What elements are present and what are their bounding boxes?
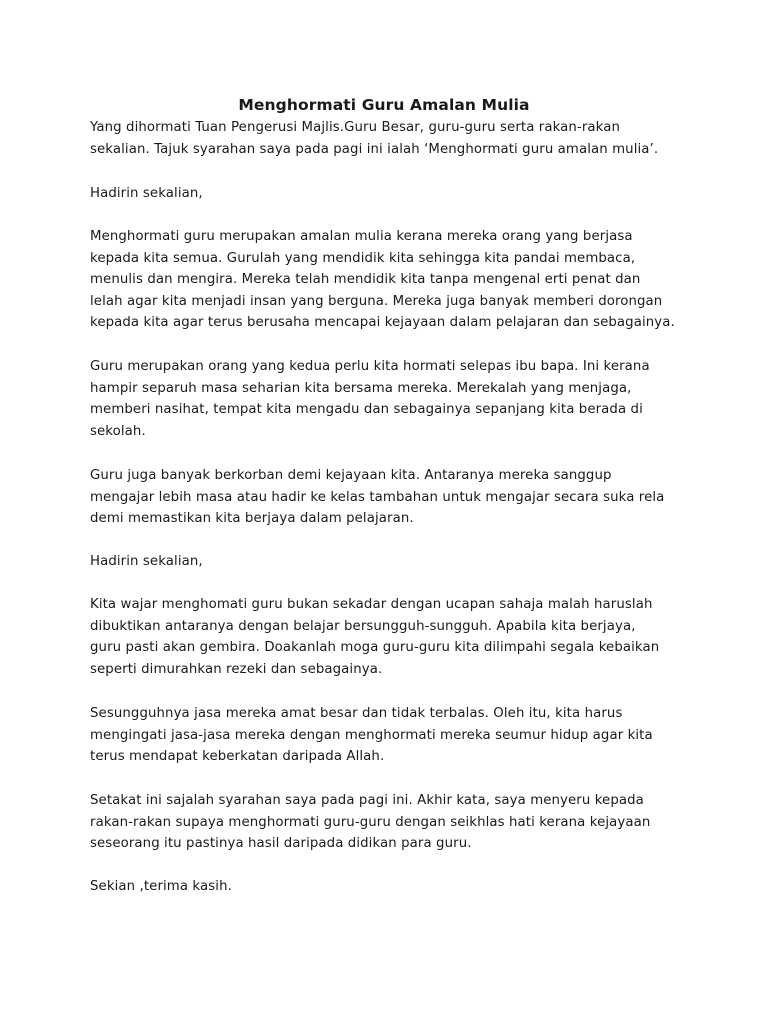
paragraph-signoff: Sekian ,terima kasih. (90, 879, 232, 894)
paragraph-body: Menghormati guru merupakan amalan mulia kerana mereka orang yang berjasa kepada kita semua. Gurulah yang mendidik kita sehingga kita pandai membaca, menulis dan mengira. Mereka telah mendidik kita tanpa mengenal erti penat dan lelah agar kita menjadi insan yang berguna. Mereka juga banyak memberi dorongan kepada kita agar terus berusaha mencapai kejayaan dalam pelajaran dan sebagainya. (90, 229, 675, 331)
document-title: Menghormati Guru Amalan Mulia (238, 96, 530, 114)
paragraph-greeting: Hadirin sekalian, (90, 186, 203, 201)
paragraph-greeting: Hadirin sekalian, (90, 554, 203, 569)
paragraph-body: Guru juga banyak berkorban demi kejayaan kita. Antaranya mereka sanggup mengajar lebih masa atau hadir ke kelas tambahan untuk mengajar secara suka rela demi memastikan kita berjaya dalam pelajaran. (90, 468, 665, 527)
paragraph-salutation: Yang dihormati Tuan Pengerusi Majlis.Guru Besar, guru-guru serta rakan-rakan sekalian. Tajuk syarahan saya pada pagi ini ialah ‘Menghormati guru amalan mulia’. (90, 120, 659, 157)
paragraph-body: Kita wajar menghomati guru bukan sekadar dengan ucapan sahaja malah haruslah dibuktikan antaranya dengan belajar bersungguh-sungguh. Apabila kita berjaya, guru pasti akan gembira. Doakanlah moga guru-guru kita dilimpahi segala kebaikan seperti dimurahkan rezeki dan sebagainya. (90, 597, 660, 677)
paragraph-body: Sesungguhnya jasa mereka amat besar dan tidak terbalas. Oleh itu, kita harus mengingati jasa-jasa mereka dengan menghormati mereka seumur hidup agar kita terus mendapat keberkatan daripada Allah. (90, 706, 653, 765)
paragraph-closing: Setakat ini sajalah syarahan saya pada pagi ini. Akhir kata, saya menyeru kepada rakan-rakan supaya menghormati guru-guru dengan seikhlas hati kerana kejayaan seseorang itu pastinya hasil daripada didikan para guru. (90, 793, 651, 852)
paragraph-body: Guru merupakan orang yang kedua perlu kita hormati selepas ibu bapa. Ini kerana hampir separuh masa seharian kita bersama mereka. Merekalah yang menjaga, memberi nasihat, tempat kita mengadu dan sebagainya sepanjang kita berada di sekolah. (90, 359, 650, 439)
